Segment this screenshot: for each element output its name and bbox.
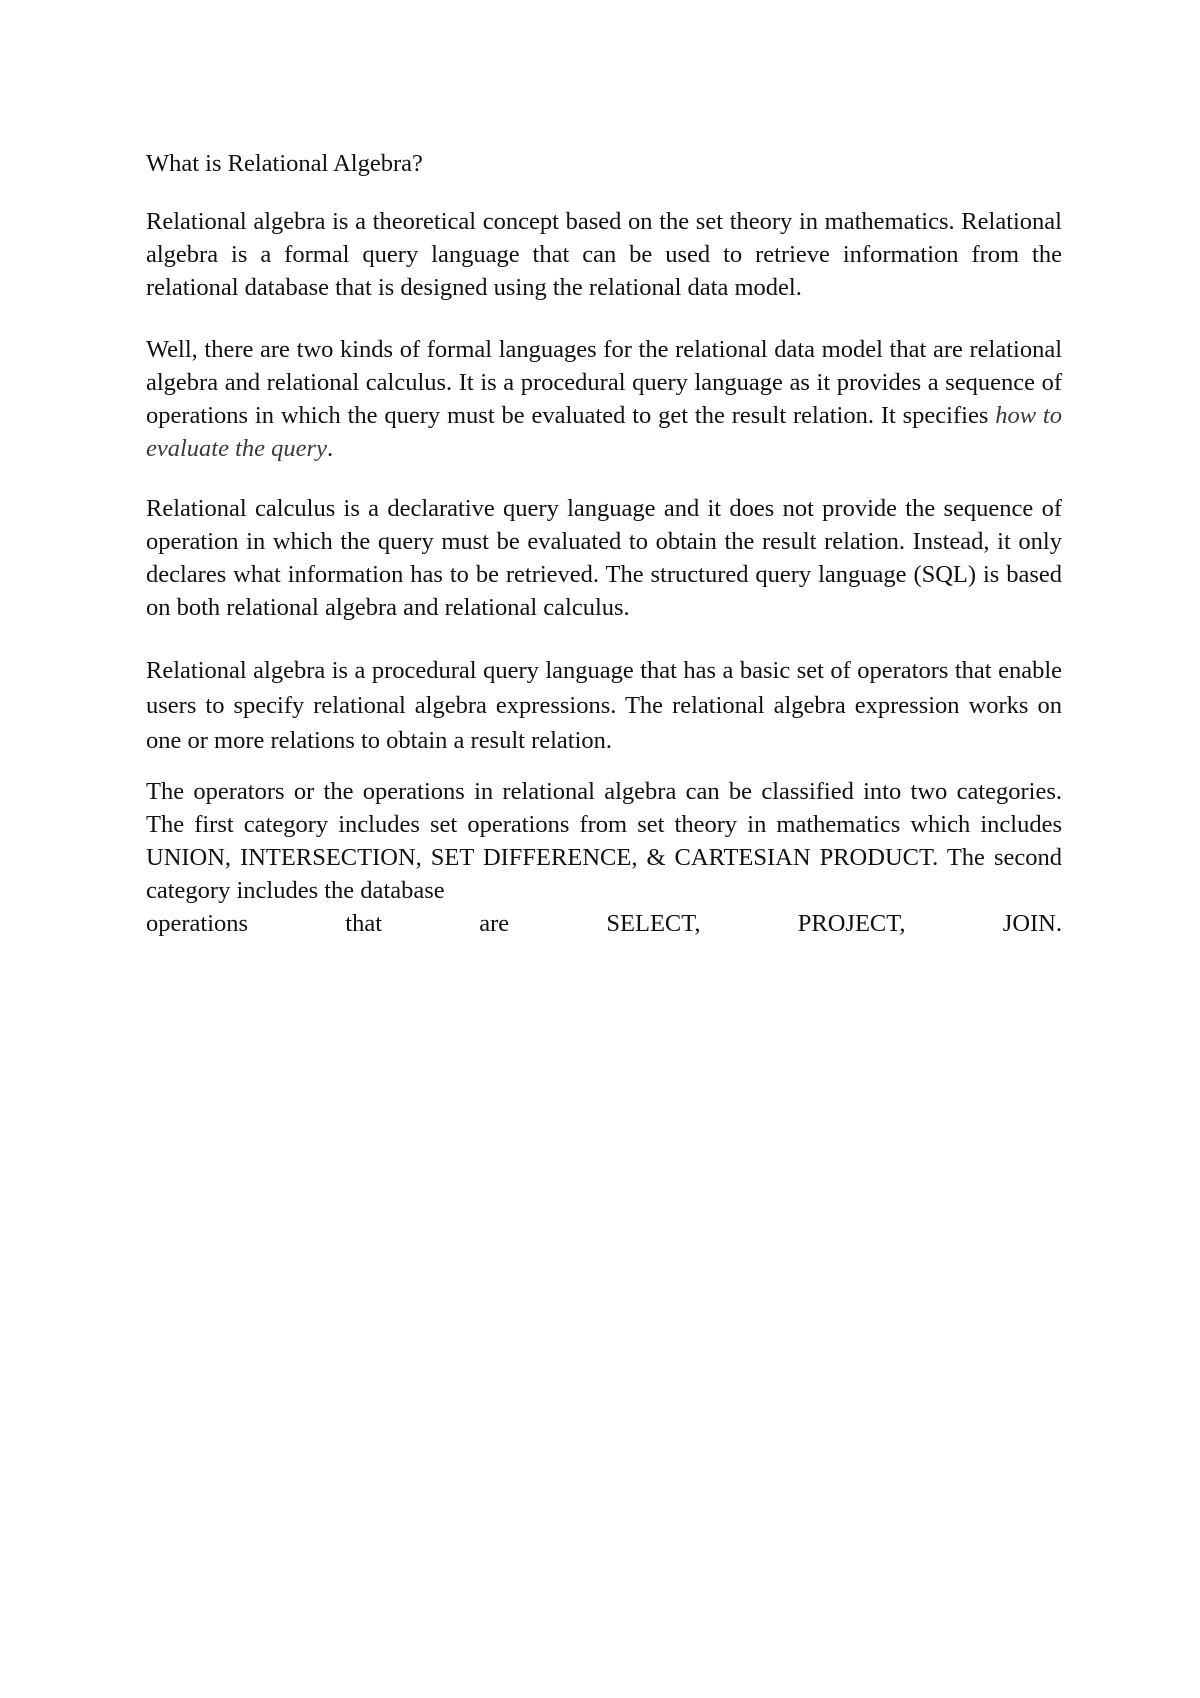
paragraph-operator-categories-last-line: operations that are SELECT, PROJECT, JOIN.: [146, 910, 1062, 937]
paragraph-relational-calculus: Relational calculus is a declarative query language and it does not provide the sequence of operation in which the query must be evaluated to obtain the result relation. Instead, it only declares what information has to be retrieved. The structured query language (SQL) is based on both relational algebra and relational calculus.: [146, 495, 1062, 621]
paragraph-operator-categories-body: The operators or the operations in relational algebra can be classified into two categories. The first category includes set operations from set theory in mathematics which includes UNION, INTERSECTION, SET DIFFERENCE, & CARTESIAN PRODUCT. The second category includes the database: [146, 778, 1062, 904]
paragraph-set-theory: Relational algebra is a theoretical concept based on the set theory in mathematics. Relational algebra is a formal query language that can be used to retrieve information from the relational database that is designed using the relational data model.: [146, 208, 1062, 301]
paragraph-formal-languages-end: .: [326, 435, 334, 462]
paragraph-formal-languages-text: Well, there are two kinds of formal languages for the relational data model that are relational algebra and relational calculus. It is a procedural query language as it provides a sequence of operations in which the query must be evaluated to get the result relation. It specifies: [146, 336, 1062, 429]
paragraph-procedural-language: Relational algebra is a procedural query language that has a basic set of operators that enable users to specify relational algebra expressions. The relational algebra expression works on one or more relations to obtain a result relation.: [146, 657, 1062, 754]
document-page: [146, 147, 1062, 940]
paragraph-operator-categories: [146, 775, 1062, 940]
paragraph-formal-languages: [146, 333, 1062, 465]
document-title: What is Relational Algebra?: [146, 150, 423, 177]
emphasis-how-to-evaluate: how to evaluate the query: [146, 402, 1062, 462]
